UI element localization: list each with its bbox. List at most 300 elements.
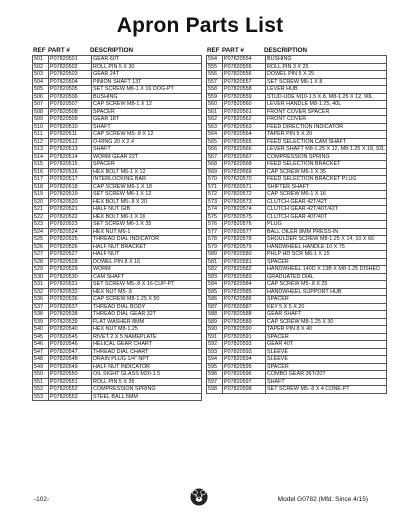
table-row [33, 318, 202, 326]
row-ref: 594 [207, 356, 223, 364]
table-row [33, 251, 202, 259]
row-description: CLUTCH GEAR 42T/42T [266, 198, 387, 206]
row-ref: 582 [207, 266, 223, 274]
row-part-number: P07820588 [223, 311, 266, 319]
row-ref: 517 [33, 176, 49, 184]
row-ref: 530 [33, 273, 49, 281]
row-part-number: P07820573 [223, 198, 266, 206]
parts-table-right [206, 55, 387, 394]
row-part-number: P07820532 [49, 288, 92, 296]
row-part-number: P07820554 [223, 56, 266, 64]
row-description: SPACER [266, 296, 387, 304]
row-description: LEVER HUB [266, 86, 387, 94]
row-part-number: P07820592 [223, 341, 266, 349]
row-description: THREAD DIAL GEAR 32T [92, 311, 202, 319]
row-ref: 525 [33, 236, 49, 244]
row-part-number: P07820596 [223, 371, 266, 379]
row-description: SHAFT [92, 146, 202, 154]
table-row [33, 258, 202, 266]
row-part-number: P07820598 [223, 386, 266, 394]
row-description: CLUTCH GEAR 40T/40T [266, 213, 387, 221]
table-row [33, 228, 202, 236]
row-part-number: P07820508 [49, 108, 92, 116]
row-ref: 589 [207, 318, 223, 326]
row-ref: 563 [207, 123, 223, 131]
row-description: HANDWHEEL SUPPORT HUB [266, 288, 387, 296]
row-ref: 587 [207, 303, 223, 311]
table-row [207, 123, 387, 131]
table-row [33, 168, 202, 176]
table-row [207, 63, 387, 71]
row-ref: 593 [207, 348, 223, 356]
row-ref: 531 [33, 281, 49, 289]
row-part-number: P07820511 [49, 131, 92, 139]
table-row [33, 108, 202, 116]
table-row [207, 251, 387, 259]
row-part-number: P07820514 [49, 153, 92, 161]
row-ref: 586 [207, 296, 223, 304]
row-part-number: P07820518 [49, 183, 92, 191]
row-ref: 526 [33, 243, 49, 251]
row-ref: 524 [33, 228, 49, 236]
row-part-number: P07820557 [223, 78, 266, 86]
row-description: DOWEL PIN 8 X 16 [92, 258, 202, 266]
table-row [33, 341, 202, 349]
row-description: COMPRESSION SPRING [92, 386, 202, 394]
row-ref: 575 [207, 213, 223, 221]
row-part-number: P07820545 [49, 333, 92, 341]
table-row [207, 348, 387, 356]
row-ref: 539 [33, 318, 49, 326]
table-row [207, 153, 387, 161]
row-description: KEY 5 X 5 X 20 [266, 303, 387, 311]
table-row [33, 386, 202, 394]
row-ref: 509 [33, 116, 49, 124]
column-headers [206, 47, 387, 55]
table-row [33, 131, 202, 139]
row-description: CAP SCREW M8-1.25 X 50 [92, 296, 202, 304]
row-part-number: P07820523 [49, 221, 92, 229]
row-part-number: P07820539 [49, 318, 92, 326]
table-row [33, 333, 202, 341]
row-description: SET SCREW M6-1 X 8 [266, 78, 387, 86]
row-part-number: P07820515 [49, 161, 92, 169]
table-row [207, 318, 387, 326]
row-ref: 536 [33, 296, 49, 304]
row-ref: 528 [33, 258, 49, 266]
row-part-number: P07820530 [49, 273, 92, 281]
table-row [33, 63, 202, 71]
row-part-number: P07820571 [223, 183, 266, 191]
row-ref: 577 [207, 228, 223, 236]
table-row [207, 183, 387, 191]
header-description: DESCRIPTION [264, 47, 308, 54]
row-part-number: P07820516 [49, 168, 92, 176]
row-part-number: P07820553 [49, 393, 92, 401]
row-ref: 598 [207, 386, 223, 394]
row-part-number: P07820563 [223, 123, 266, 131]
row-description: GRADUATED DIAL [266, 273, 387, 281]
row-description: HEX BOLT M6-1 X 16 [92, 213, 202, 221]
table-row [33, 146, 202, 154]
row-description: ROLL PIN 5 X 30 [92, 63, 202, 71]
row-description: HALF NUT BRACKET [92, 243, 202, 251]
row-ref: 538 [33, 311, 49, 319]
column-headers [32, 47, 202, 55]
row-part-number: P07820517 [49, 176, 92, 184]
table-row [33, 281, 202, 289]
row-part-number: P07820521 [49, 206, 92, 214]
row-ref: 581 [207, 258, 223, 266]
table-row [207, 71, 387, 79]
table-row [207, 101, 387, 109]
row-ref: 595 [207, 363, 223, 371]
table-row [207, 221, 387, 229]
table-row [33, 236, 202, 244]
table-row [207, 386, 387, 394]
row-ref: 551 [33, 378, 49, 386]
row-description: WORM GEAR 22T [92, 153, 202, 161]
row-description: CAP SCREW M6-1 X 16 [266, 191, 387, 199]
row-ref: 565 [207, 138, 223, 146]
table-row [33, 183, 202, 191]
table-row [207, 213, 387, 221]
table-row [207, 281, 387, 289]
row-description: LEVER SHAFT M8-1.25 X 12, M8-1.25 X 18, 92L [267, 146, 385, 152]
row-part-number: P07820569 [223, 168, 266, 176]
row-ref: 570 [207, 176, 223, 184]
row-description: TAPER PIN 8 X 40 [266, 326, 387, 334]
table-row [33, 311, 202, 319]
table-row [207, 86, 387, 94]
row-part-number: P07820547 [49, 348, 92, 356]
row-description: COMPRESSION SPRING [266, 153, 387, 161]
table-row [207, 341, 387, 349]
row-ref: 547 [33, 348, 49, 356]
row-description: PHLP HD SCR M6-1 X 15 [266, 251, 387, 259]
row-description: SHOULDER SCREW M8-1.25 X 14, 10 X 66 [266, 236, 387, 244]
row-description: CAP SCREW M8-1 X 12 [92, 101, 202, 109]
row-ref: 571 [207, 183, 223, 191]
table-row [207, 288, 387, 296]
table-row [207, 266, 387, 274]
table-row [207, 191, 387, 199]
row-ref: 503 [33, 71, 49, 79]
row-part-number: P07820575 [223, 213, 266, 221]
table-row [207, 296, 387, 304]
row-description: THREAD DIAL INDICATOR [92, 236, 202, 244]
row-ref: 508 [33, 108, 49, 116]
row-description: HALF NUT INDICATOR [92, 363, 202, 371]
row-description: BALL OILER 8MM PRESS-IN [266, 228, 387, 236]
row-ref: 506 [33, 93, 49, 101]
row-part-number: P07820509 [49, 116, 92, 124]
table-row [207, 333, 387, 341]
table-row [33, 101, 202, 109]
table-row [207, 56, 387, 64]
row-ref: 572 [207, 191, 223, 199]
row-description: FRONT COVER [266, 116, 387, 124]
row-part-number: P07820574 [223, 206, 266, 214]
row-description: CAP SCREW M5-.8 X 25 [266, 281, 387, 289]
row-description: GEAR SHAFT [266, 311, 387, 319]
row-description: HEX BOLT M5-.8 X 20 [92, 198, 202, 206]
row-ref: 505 [33, 86, 49, 94]
grizzly-bear-logo-icon [190, 488, 208, 506]
row-ref: 513 [33, 146, 49, 154]
row-description: SPACER [92, 108, 202, 116]
table-row [207, 116, 387, 124]
table-row [33, 363, 202, 371]
row-part-number: P07820522 [49, 213, 92, 221]
row-part-number: P07820520 [49, 198, 92, 206]
row-part-number: P07820524 [49, 228, 92, 236]
row-part-number: P07820505 [49, 86, 92, 94]
row-ref: 580 [207, 251, 223, 259]
row-description: STEEL BALL 5MM [92, 393, 202, 401]
table-row [33, 78, 202, 86]
row-ref: 597 [207, 378, 223, 386]
row-part-number: P07820506 [49, 93, 92, 101]
row-description: SET SCREW M6-1 X 16 DOG-PT [92, 86, 202, 94]
row-ref: 548 [33, 356, 49, 364]
row-part-number: P07820564 [223, 131, 266, 139]
table-row [33, 356, 202, 364]
row-description: GEAR 24T [92, 71, 202, 79]
row-part-number: P07820512 [49, 138, 92, 146]
row-description: FEED SELECTION BRACKET PLUG [266, 176, 387, 184]
row-ref: 550 [33, 371, 49, 379]
table-row [207, 228, 387, 236]
table-row [33, 116, 202, 124]
row-ref: 511 [33, 131, 49, 139]
row-ref: 553 [33, 393, 49, 401]
row-description: TAPER PIN 5 X 20 [266, 131, 387, 139]
row-description: HEX NUT M8-1.25 [92, 326, 202, 334]
table-row [207, 198, 387, 206]
table-row [207, 176, 387, 184]
table-row [33, 153, 202, 161]
row-description: HANDWHEEL 140D X 13B X M8-1.25 DISHED [266, 266, 387, 274]
row-ref: 529 [33, 266, 49, 274]
table-row [207, 146, 387, 154]
row-ref: 568 [207, 161, 223, 169]
table-row [207, 161, 387, 169]
row-ref: 561 [207, 108, 223, 116]
row-ref: 560 [207, 101, 223, 109]
row-description: CLUTCH GEAR 42T/40T/42T [266, 206, 387, 214]
row-part-number: P07820540 [49, 326, 92, 334]
row-part-number: P07820583 [223, 273, 266, 281]
table-row [33, 191, 202, 199]
row-ref: 523 [33, 221, 49, 229]
row-description: DOWEL PIN 5 X 25 [266, 71, 387, 79]
table-row [33, 198, 202, 206]
row-part-number: P07820579 [223, 243, 266, 251]
model-label: Model G0782 (Mfd. Since 4/15) [277, 496, 368, 503]
row-ref: 558 [207, 86, 223, 94]
row-ref: 519 [33, 191, 49, 199]
row-description: GEAR 40T [266, 341, 387, 349]
row-description: O-RING 20 X 2.4 [92, 138, 202, 146]
row-description: CAP SCREW M6-1 X 35 [266, 168, 387, 176]
row-part-number: P07820548 [49, 356, 92, 364]
row-ref: 521 [33, 206, 49, 214]
row-ref: 596 [207, 371, 223, 379]
table-row [33, 243, 202, 251]
table-row [207, 326, 387, 334]
row-description: SET SCREW M6-1 X 12 [92, 191, 202, 199]
row-description: SPACER [92, 161, 202, 169]
table-row [33, 348, 202, 356]
table-row [207, 236, 387, 244]
row-part-number: P07820526 [49, 243, 92, 251]
row-part-number: P07820560 [223, 101, 266, 109]
row-description: HEX NUT M6-1 [92, 228, 202, 236]
table-row [33, 378, 202, 386]
row-part-number: P07820585 [223, 288, 266, 296]
row-ref: 540 [33, 326, 49, 334]
row-ref: 567 [207, 153, 223, 161]
row-description: ROLL PIN 5 X 35 [92, 378, 202, 386]
row-part-number: P07820561 [223, 108, 266, 116]
row-ref: 557 [207, 78, 223, 86]
row-part-number: P07820536 [49, 296, 92, 304]
row-ref: 590 [207, 326, 223, 334]
row-description: INTERLOCKING BAR [92, 176, 202, 184]
row-part-number: P07820555 [223, 63, 266, 71]
table-row [207, 108, 387, 116]
row-ref: 554 [207, 56, 223, 64]
row-part-number: P07820519 [49, 191, 92, 199]
header-description: DESCRIPTION [90, 47, 134, 54]
page-title: Apron Parts List [116, 14, 284, 37]
table-row [207, 78, 387, 86]
row-ref: 549 [33, 363, 49, 371]
row-ref: 527 [33, 251, 49, 259]
table-row [33, 86, 202, 94]
row-ref: 591 [207, 333, 223, 341]
row-ref: 555 [207, 63, 223, 71]
table-row [33, 138, 202, 146]
row-part-number: P07820538 [49, 311, 92, 319]
table-row [33, 56, 202, 64]
row-description: GEAR 60T [92, 56, 202, 64]
row-description: SPACER [266, 258, 387, 266]
table-row [207, 303, 387, 311]
table-row [33, 288, 202, 296]
row-part-number: P07820562 [223, 116, 266, 124]
row-description: HALF NUT GIB [92, 206, 202, 214]
table-row [33, 371, 202, 379]
row-part-number: P07820527 [49, 251, 92, 259]
row-description: SLEEVE [266, 356, 387, 364]
table-row [207, 371, 387, 379]
row-description: HEX NUT M5-.8 [92, 288, 202, 296]
parts-list-left [32, 47, 202, 401]
row-part-number: P07820552 [49, 386, 92, 394]
row-ref: 566 [207, 146, 223, 154]
row-ref: 532 [33, 288, 49, 296]
header-part: PART # [222, 47, 244, 54]
row-description: CAP SCREW M8-1.25 X 30 [266, 318, 387, 326]
row-description: SET SCREW M5-.8 X 4 CONE-PT [266, 386, 387, 394]
row-part-number: P07820556 [223, 71, 266, 79]
row-ref: 545 [33, 333, 49, 341]
table-row [33, 221, 202, 229]
table-row [207, 363, 387, 371]
row-ref: 510 [33, 123, 49, 131]
row-ref: 556 [207, 71, 223, 79]
row-part-number: P07820590 [223, 326, 266, 334]
row-ref: 515 [33, 161, 49, 169]
row-part-number: P07820591 [223, 333, 266, 341]
row-part-number: P07820570 [223, 176, 266, 184]
row-part-number: P07820559 [223, 93, 266, 101]
row-ref: 516 [33, 168, 49, 176]
row-ref: 514 [33, 153, 49, 161]
row-part-number: P07820549 [49, 363, 92, 371]
row-ref: 569 [207, 168, 223, 176]
row-part-number: P07820528 [49, 258, 92, 266]
row-part-number: P07820578 [223, 236, 266, 244]
row-ref: 546 [33, 341, 49, 349]
row-part-number: P07820572 [223, 191, 266, 199]
table-row [33, 326, 202, 334]
row-part-number: P07820546 [49, 341, 92, 349]
table-row [207, 168, 387, 176]
table-row [207, 356, 387, 364]
row-ref: 579 [207, 243, 223, 251]
row-part-number: P07820586 [223, 296, 266, 304]
page-number: -102- [34, 496, 50, 503]
row-ref: 588 [207, 311, 223, 319]
row-ref: 576 [207, 221, 223, 229]
row-description: DRAIN PLUG 1/4" NPT [92, 356, 202, 364]
row-description: FEED SELECTION CAM SHAFT [266, 138, 387, 146]
row-description: OIL SIGHT GLASS M20-1.5 [92, 371, 202, 379]
table-row [207, 206, 387, 214]
row-description: SLEEVE [266, 348, 387, 356]
row-description: FRONT COVER SPACER [266, 108, 387, 116]
row-part-number: P07820501 [49, 56, 92, 64]
row-ref: 502 [33, 63, 49, 71]
table-row [33, 161, 202, 169]
row-part-number: P07820507 [49, 101, 92, 109]
row-description: SHAFT [92, 123, 202, 131]
row-ref: 578 [207, 236, 223, 244]
row-description: HEX BOLT M6-1 X 12 [92, 168, 202, 176]
row-ref: 584 [207, 281, 223, 289]
table-row [33, 176, 202, 184]
row-part-number: P07820594 [223, 356, 266, 364]
table-row [207, 131, 387, 139]
row-ref: 574 [207, 206, 223, 214]
header-part: PART # [48, 47, 70, 54]
row-part-number: P07820589 [223, 318, 266, 326]
row-description: WORM [92, 266, 202, 274]
row-description: SET SCREW M5-.8 X 16 CUP-PT [92, 281, 202, 289]
table-row [207, 138, 387, 146]
row-ref: 559 [207, 93, 223, 101]
row-part-number: P07820567 [223, 153, 266, 161]
row-part-number: P07820537 [49, 303, 92, 311]
row-part-number: P07820577 [223, 228, 266, 236]
row-description: THREAD DIAL CHART [92, 348, 202, 356]
table-row [207, 378, 387, 386]
table-row [207, 311, 387, 319]
row-description: FEED SELECTION BRACKET [266, 161, 387, 169]
